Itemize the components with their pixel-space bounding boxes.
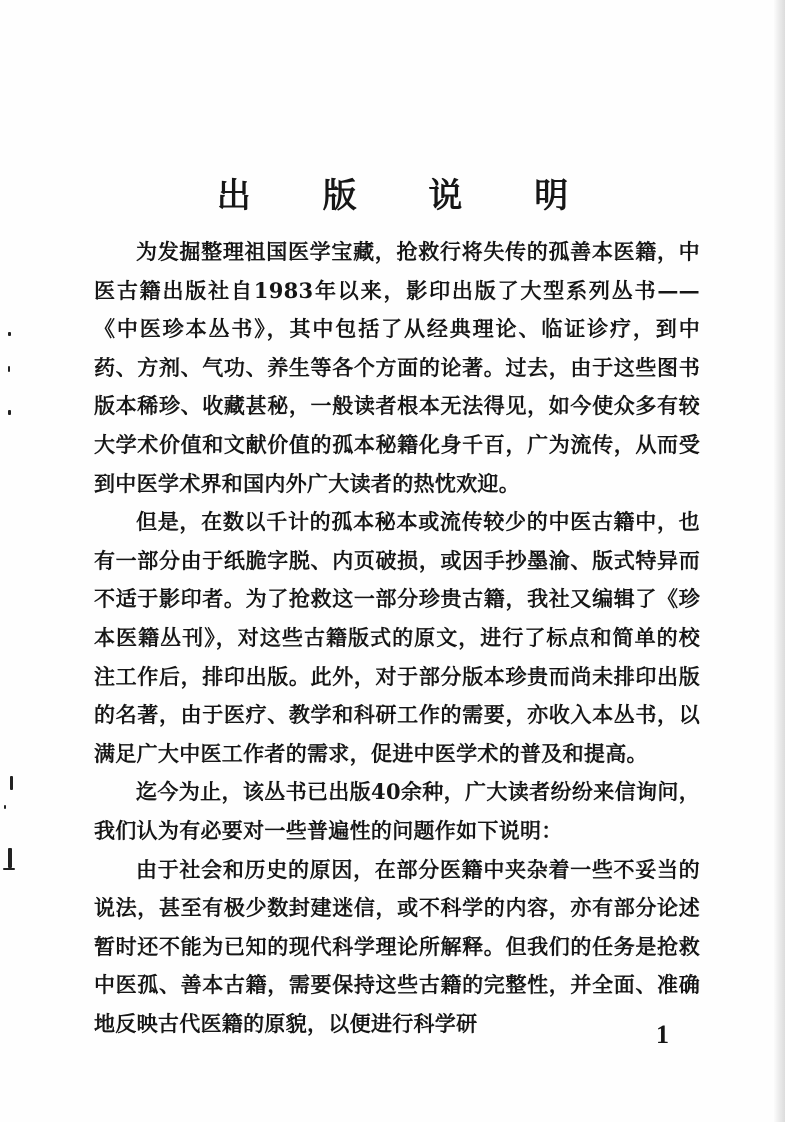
scan-speck xyxy=(8,332,11,336)
scan-speck xyxy=(10,776,13,790)
paragraph: 由于社会和历史的原因，在部分医籍中夹杂着一些不妥当的说法，甚至有极少数封建迷信，或不科学的内容，亦有部分论述暂时还不能为已知的现代科学理论所解释。但我们的任务是抢救中医孤、善本古籍，需要保持这些古籍的完整性，并全面、准确地反映古代医籍的原貌，以便进行科学研 xyxy=(94,856,700,1036)
paragraph: 但是，在数以千计的孤本秘本或流传较少的中医古籍中，也有一部分由于纸脆字脱、内页破损，或因手抄墨渝、版式特异而不适于影印者。为了抢救这一部分珍贵古籍，我社又编辑了《珍本医籍丛刊》，对这些古籍版式的原文，进行了标点和简单的校注工作后，排印出版。此外，对于部分版本珍贵而尚未排印出版的名著，由于医疗、教学和科研工作的需要，亦收入本丛书，以满足广大中医工作者的需求，促进中医学术的普及和提高。 xyxy=(94,509,700,766)
scan-speck xyxy=(3,868,15,870)
page-title: 出 版 说 明 xyxy=(216,175,599,216)
scan-speck xyxy=(8,848,12,868)
scan-speck xyxy=(8,366,10,372)
paragraph: 迄今为止，该丛书已出版40余种，广大读者纷纷来信询问，我们认为有必要对一些普遍性的问题作如下说明： xyxy=(94,779,700,843)
scan-edge-shadow xyxy=(773,0,785,1122)
paragraph: 为发掘整理祖国医学宝藏，抢救行将失传的孤善本医籍，中医古籍出版社自1983年以来，影印出版了大型系列丛书——《中医珍本丛书》，其中包括了从经典理论、临证诊疗，到中药、方剂、气功、养生等各个方面的论著。过去，由于这些图书版本稀珍、收藏甚秘，一般读者根本无法得见，如今使众多有较大学术价值和文献价值的孤本秘籍化身千百，广为流传，从而受到中医学术界和国内外广大读者的热忱欢迎。 xyxy=(94,239,700,496)
scan-speck xyxy=(8,410,11,415)
body-text xyxy=(94,233,700,1043)
scan-speck xyxy=(4,805,6,809)
page-number: 1 xyxy=(656,1020,669,1049)
